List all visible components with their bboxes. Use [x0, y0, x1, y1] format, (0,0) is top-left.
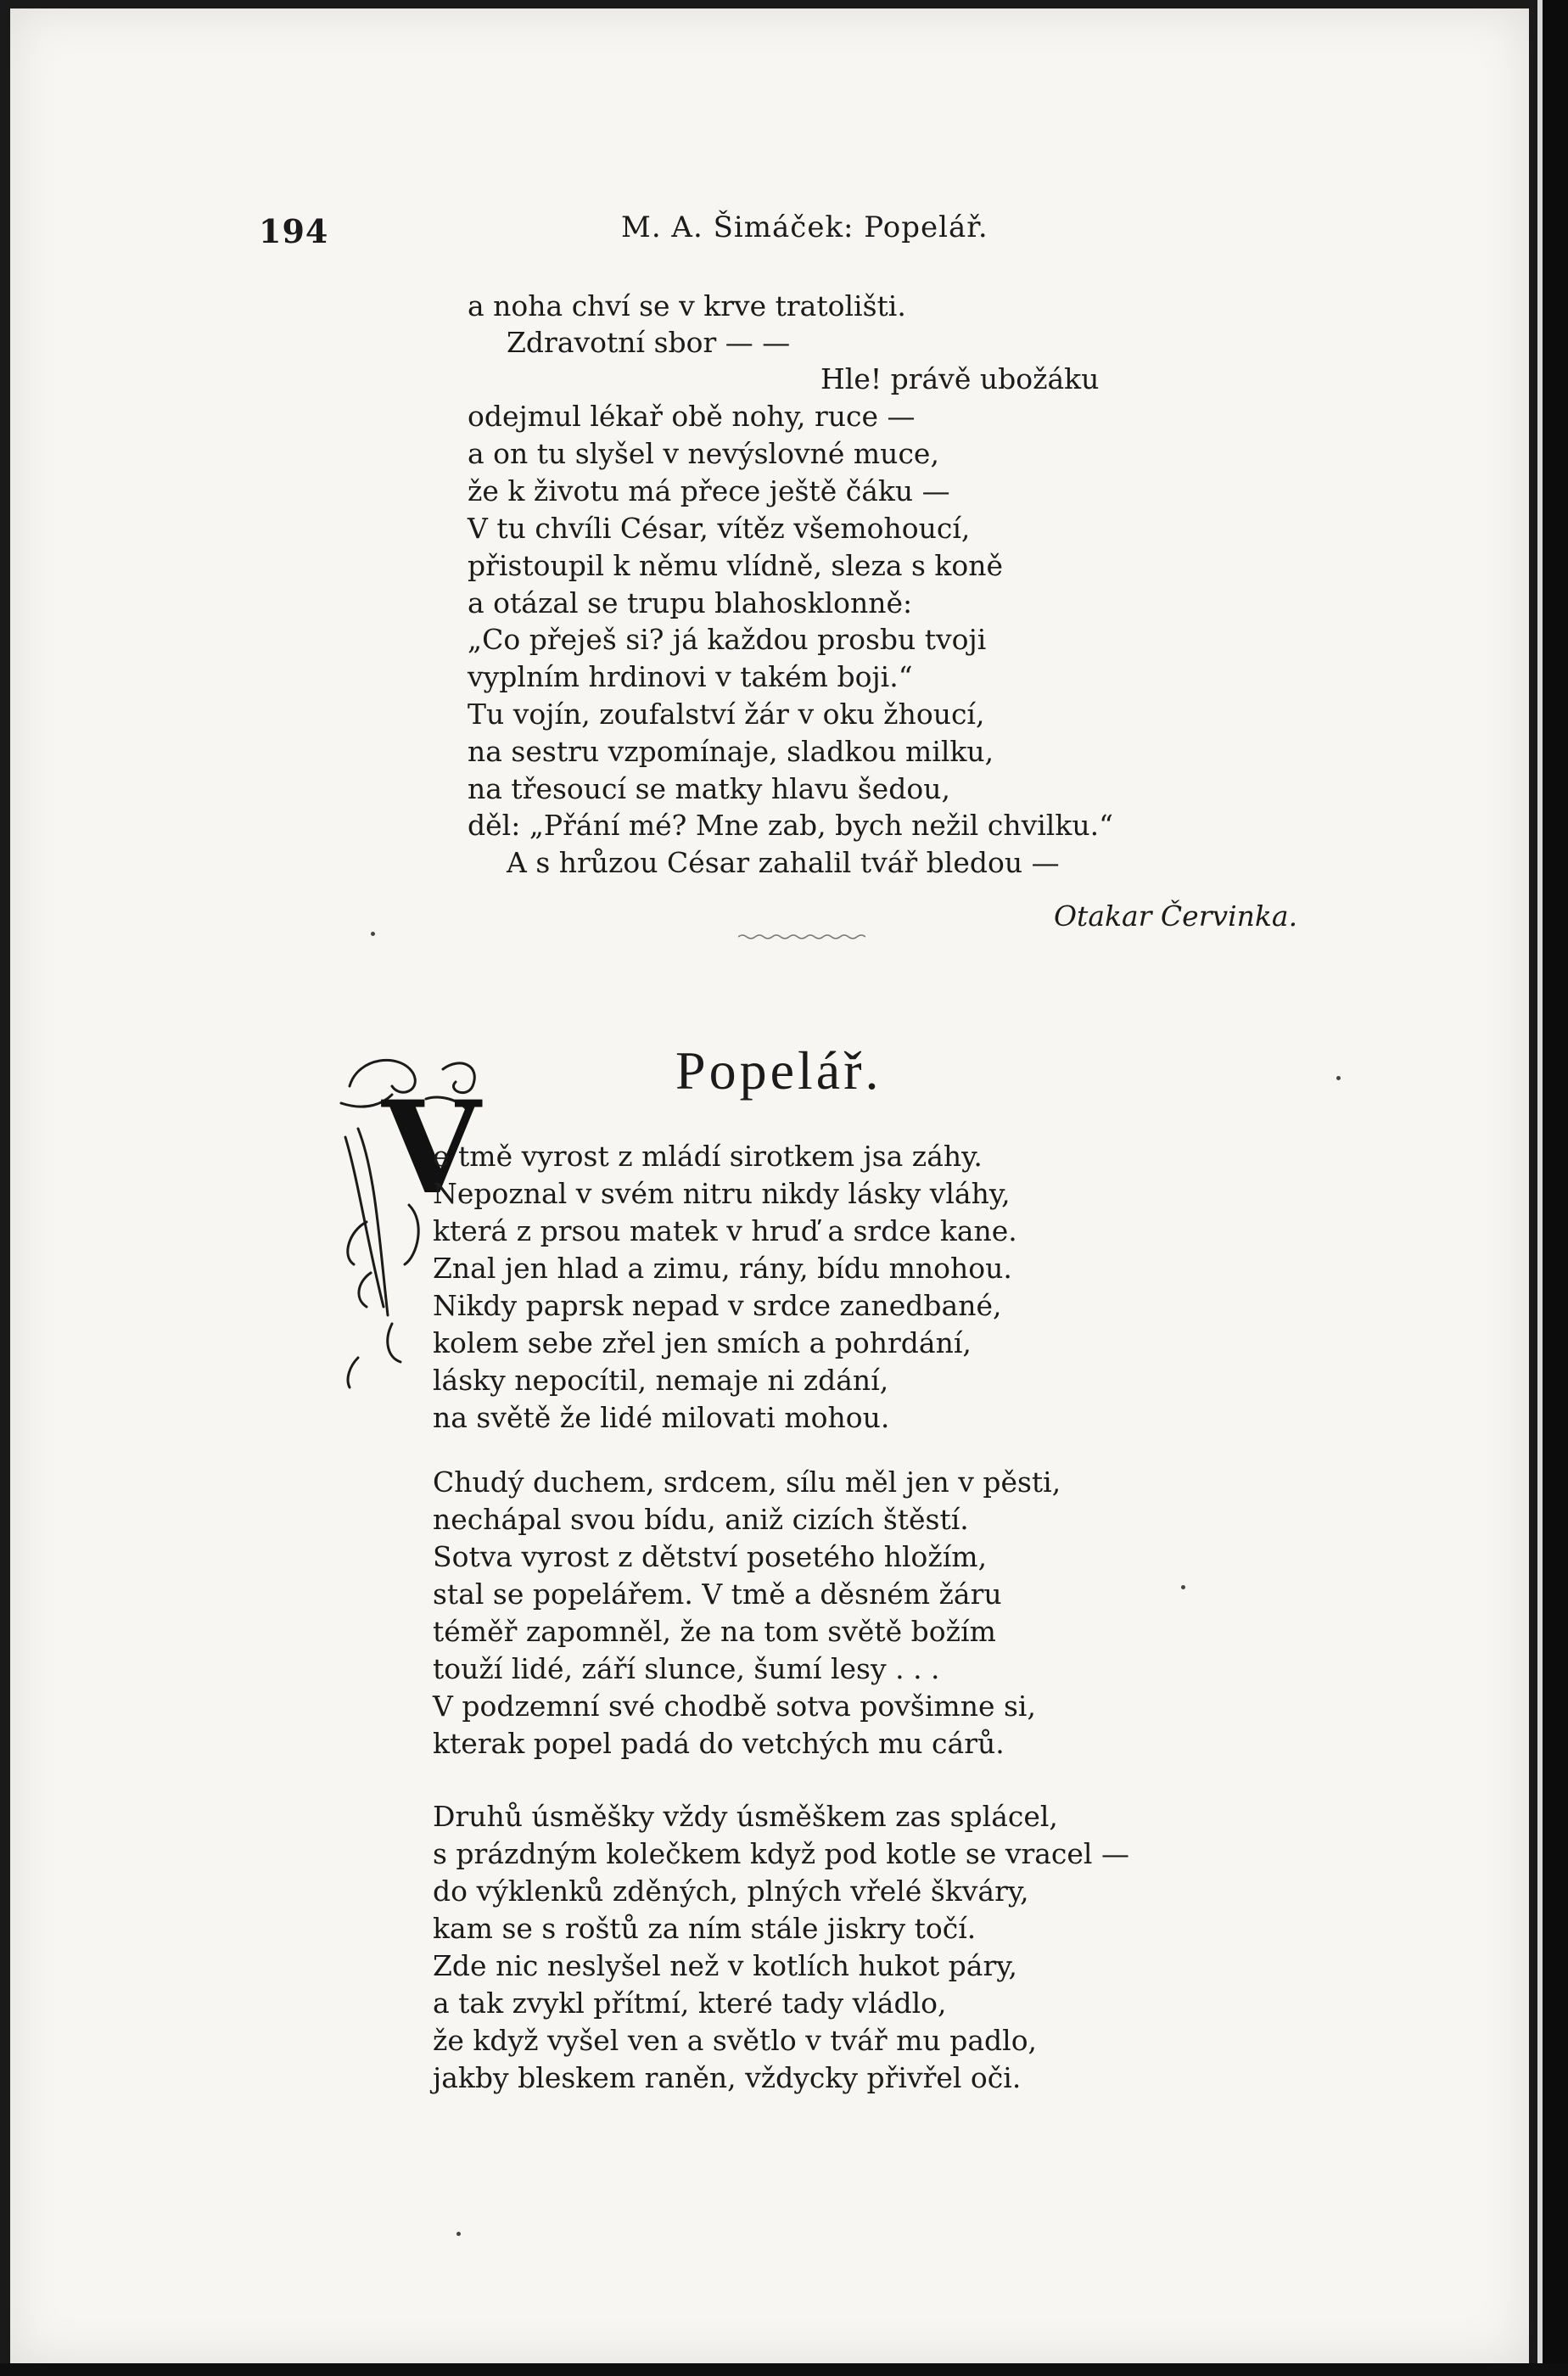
ink-speck [1336, 1076, 1341, 1080]
poem2-line: nechápal svou bídu, aniž cizích štěstí. [433, 1503, 969, 1536]
poem1-line: a noha chví se v krve tratolišti. [468, 289, 906, 322]
poem2-line: Zde nic neslyšel než v kotlích hukot páry, [433, 1949, 1017, 1982]
poem1-line: „Co přeješ si? já každou prosbu tvoji [468, 623, 987, 656]
ink-speck [456, 2232, 461, 2236]
poem2-line: jakby bleskem raněn, vždycky přivřel oči. [433, 2061, 1022, 2094]
poem1-line: vyplním hrdinovi v takém boji.“ [468, 660, 913, 693]
poem2-line: stal se popelářem. V tmě a děsném žáru [433, 1577, 1002, 1611]
ink-speck [1181, 1585, 1185, 1589]
poem2-line: na světě že lidé milovati mohou. [433, 1401, 890, 1434]
poem2-line: lásky nepocítil, nemaje ni zdání, [433, 1364, 889, 1397]
poem2-line: kterak popel padá do vetchých mu cárů. [433, 1727, 1005, 1760]
poem2-line: Druhů úsměšky vždy úsměškem zas splácel, [433, 1800, 1058, 1833]
poem1-line: A s hrůzou César zahalil tvář bledou — [507, 846, 1060, 879]
initial-letter: V [382, 1073, 481, 1223]
poem2-line: touží lidé, září slunce, šumí lesy . . . [433, 1652, 940, 1685]
poem1-line: přistoupil k němu vlídně, sleza s koně [468, 549, 1004, 582]
running-head: M. A. Šimáček: Popelář. [621, 210, 988, 244]
poem2-line: Nepoznal v svém nitru nikdy lásky vláhy, [433, 1177, 1011, 1210]
poem2-line: Sotva vyrost z dětství posetého hložím, [433, 1540, 988, 1573]
book-page [10, 8, 1529, 2363]
scan-border [0, 2363, 1568, 2376]
page-number: 194 [259, 212, 329, 250]
poem1-line: děl: „Přání mé? Mne zab, bych nežil chvilku.“ [468, 809, 1113, 842]
poem1-line: na třesoucí se matky hlavu šedou, [468, 772, 950, 805]
poem2-line: kam se s roštů za ním stále jiskry točí. [433, 1912, 977, 1945]
poem2-line: V podzemní své chodbě sotva povšimne si, [433, 1690, 1036, 1723]
poem1-line: a otázal se trupu blahosklonně: [468, 586, 913, 619]
poem2-title: Popelář. [675, 1040, 882, 1101]
poem2-line: která z prsou matek v hruď a srdce kane. [433, 1214, 1017, 1247]
poem2-line: do výklenků zděných, plných vřelé škváry, [433, 1874, 1029, 1908]
book-spine-edge [1537, 0, 1568, 2376]
poem2-line: s prázdným kolečkem když pod kotle se vracel — [433, 1837, 1129, 1870]
poem2-line: téměř zapomněl, že na tom světě božím [433, 1615, 996, 1648]
poem2-line: e tmě vyrost z mládí sirotkem jsa záhy. [433, 1140, 983, 1173]
poem1-line: a on tu slyšel v nevýslovné muce, [468, 437, 939, 470]
poem2-line: Znal jen hlad a zimu, rány, bídu mnohou. [433, 1252, 1012, 1285]
poem2-line: a tak zvykl přítmí, které tady vládlo, [433, 1987, 947, 2020]
poem1-line: Zdravotní sbor — — [507, 326, 791, 359]
poem1-line: Hle! právě ubožáku [820, 362, 1100, 395]
poem1-author: Otakar Červinka. [1054, 899, 1298, 933]
poem1-line: na sestru vzpomínaje, sladkou milku, [468, 735, 994, 768]
poem1-line: Tu vojín, zoufalství žár v oku žhoucí, [468, 698, 985, 731]
poem1-line: odejmul lékař obě nohy, ruce — [468, 400, 916, 433]
poem2-line: kolem sebe zřel jen smích a pohrdání, [433, 1326, 972, 1359]
ink-speck [371, 932, 375, 936]
poem2-line: Nikdy paprsk nepad v srdce zanedbané, [433, 1289, 1002, 1322]
poem1-line: V tu chvíli César, vítěz všemohoucí, [468, 512, 971, 545]
poem2-line: Chudý duchem, srdcem, sílu měl jen v pěsti, [433, 1465, 1061, 1499]
section-separator [738, 933, 865, 940]
poem2-line: že když vyšel ven a světlo v tvář mu padlo, [433, 2024, 1038, 2057]
poem1-line: že k životu má přece ještě čáku — [468, 474, 950, 507]
